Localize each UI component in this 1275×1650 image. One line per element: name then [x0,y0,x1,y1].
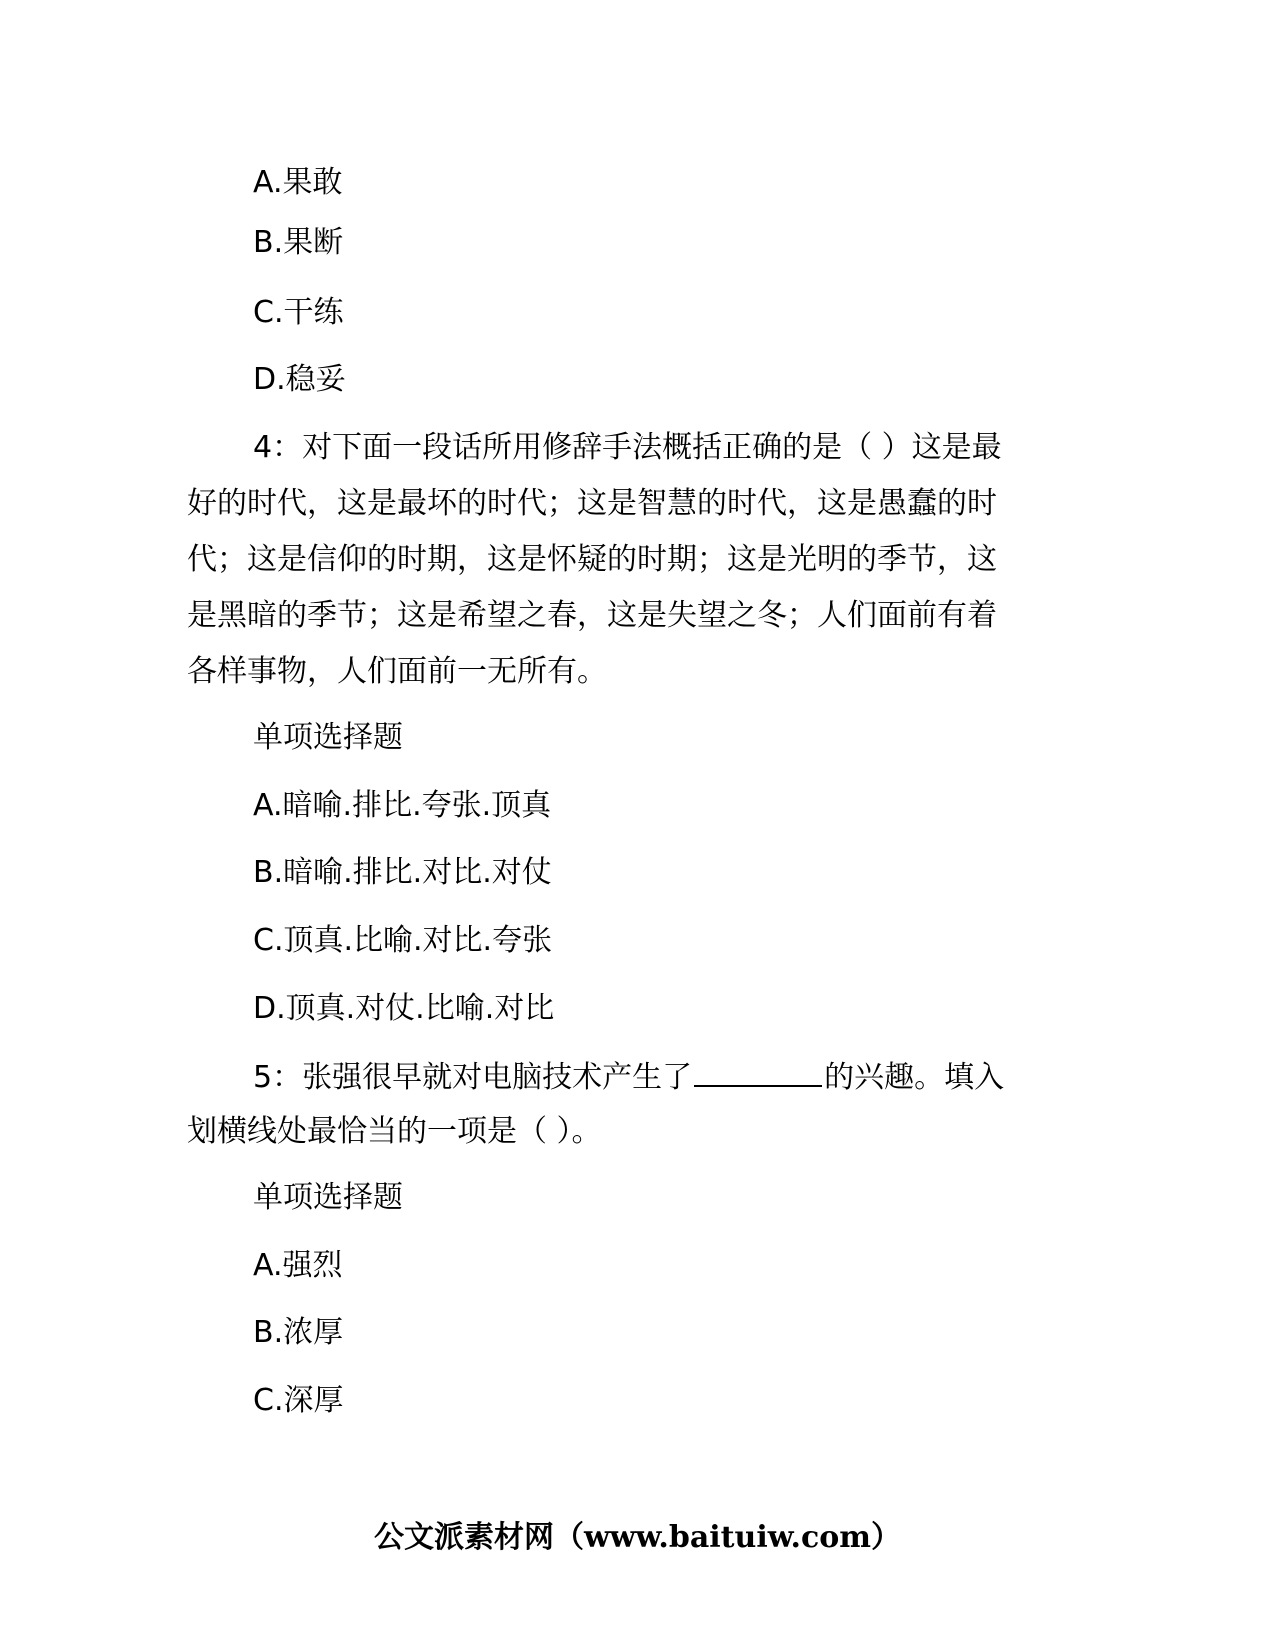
q4-text-line-4: 是黑暗的季节；这是希望之春，这是失望之冬；人们面前有着 [187,598,997,633]
q4-text-line-3: 代；这是信仰的时期，这是怀疑的时期；这是光明的季节，这 [187,542,997,577]
q5-question-type: 单项选择题 [253,1180,403,1215]
page-footer: 公文派素材网（www.baituiw.com） [373,1520,902,1555]
q5-option-b: B.浓厚 [253,1315,344,1350]
q3-option-a: A.果敢 [253,165,343,200]
q4-option-d: D.顶真.对仗.比喻.对比 [253,991,555,1026]
q4-text-line-2: 好的时代，这是最坏的时代；这是智慧的时代，这是愚蠢的时 [187,486,997,521]
q4-option-c: C.顶真.比喻.对比.夸张 [253,923,553,958]
q4-text-line-1: 4：对下面一段话所用修辞手法概括正确的是（ ）这是最 [253,430,1002,465]
q3-option-b: B.果断 [253,225,344,260]
q4-option-b: B.暗喻.排比.对比.对仗 [253,855,552,890]
q5-text-line-2: 划横线处最恰当的一项是（ ）。 [187,1114,602,1149]
q4-question-type: 单项选择题 [253,720,403,755]
q5-text-after-blank: 的兴趣。填入 [824,1060,1005,1095]
q5-text-line-1 [253,1057,1004,1098]
q5-option-c: C.深厚 [253,1383,344,1418]
answer-blank [694,1057,822,1087]
q4-text-line-5: 各样事物，人们面前一无所有。 [187,654,607,689]
q4-option-a: A.暗喻.排比.夸张.顶真 [253,788,552,823]
q5-text-before-blank: 5：张强很早就对电脑技术产生了 [253,1060,693,1095]
q3-option-c: C.干练 [253,295,344,330]
q5-option-a: A.强烈 [253,1248,343,1283]
q3-option-d: D.稳妥 [253,362,346,397]
